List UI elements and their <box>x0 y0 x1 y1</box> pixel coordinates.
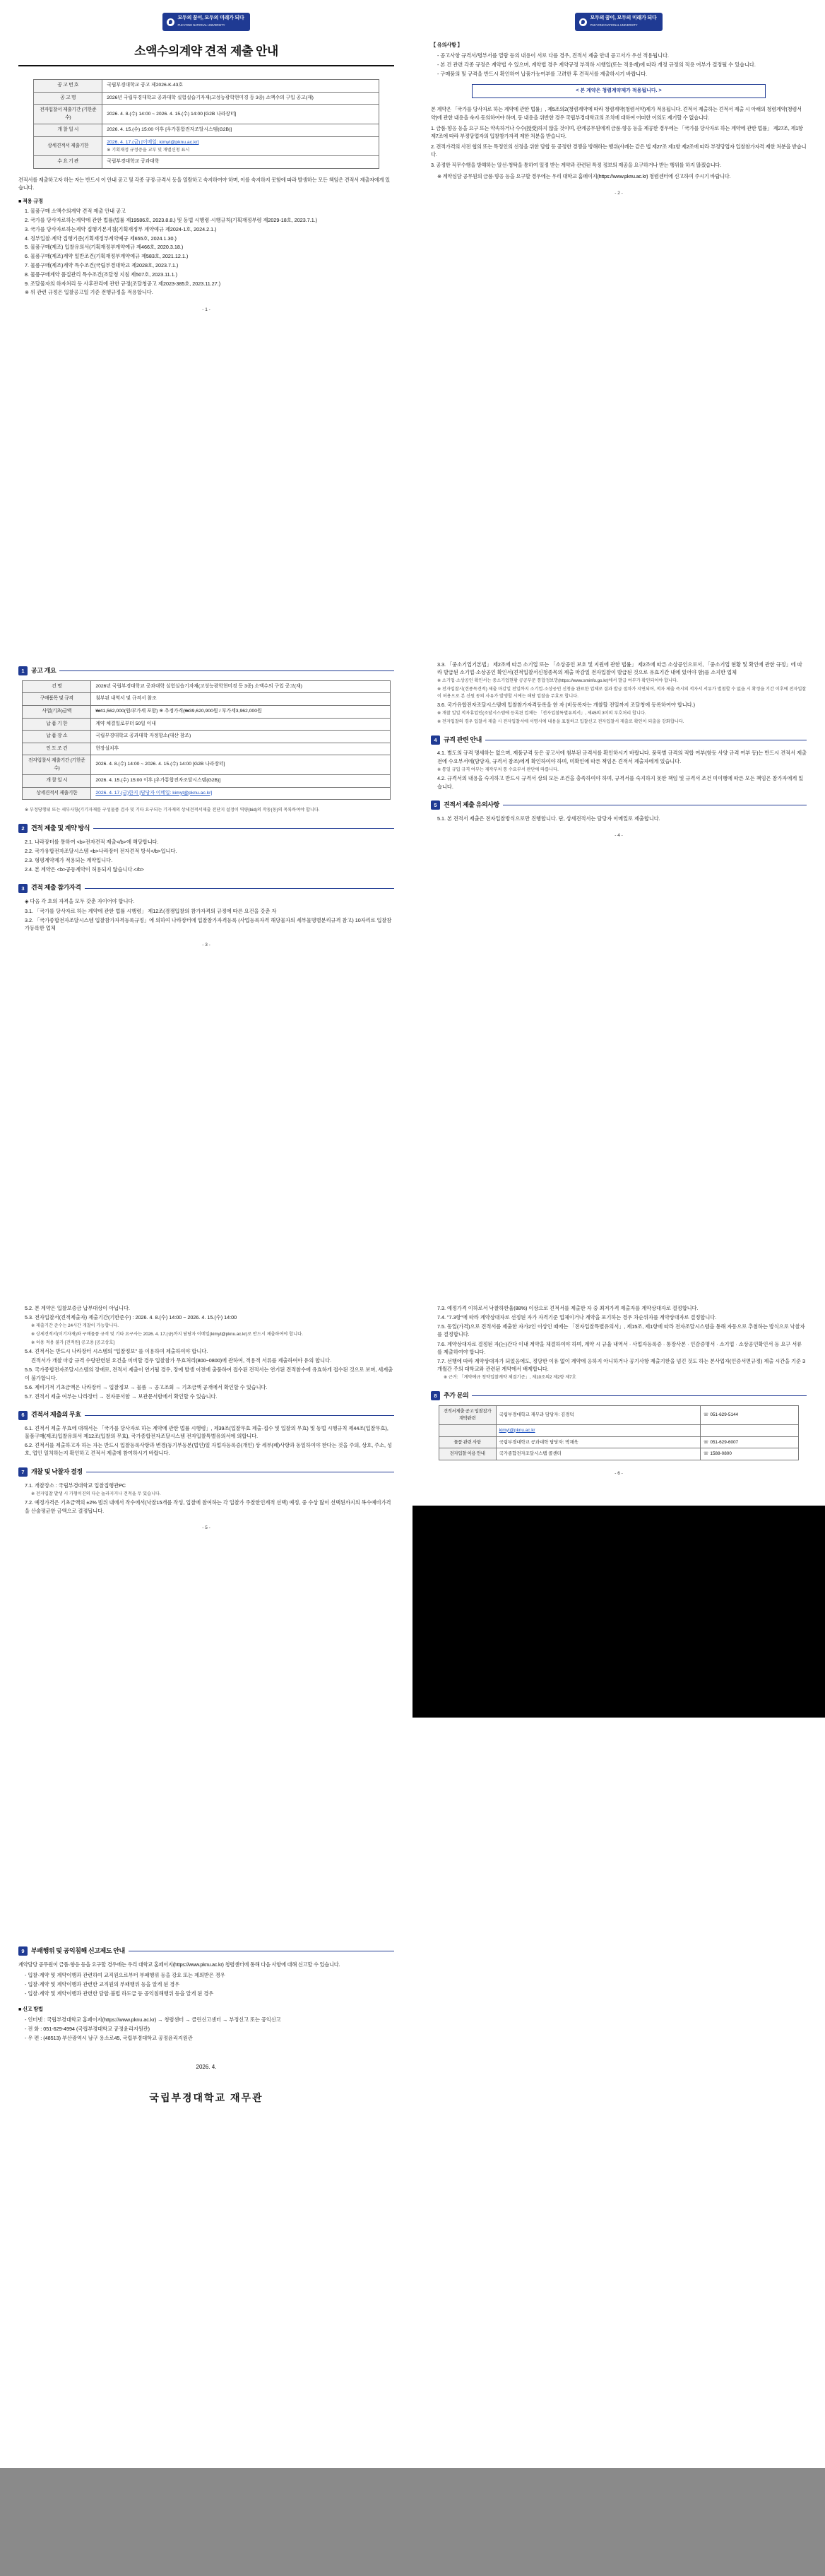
notice-summary-table <box>33 79 379 168</box>
section-number: 1 <box>18 666 28 675</box>
row-value: 2026년 국립부경대학교 공과대학 실험실습기자재(고성능광학현미경 등 3종) 소액수의 구입 공고(재) <box>91 680 390 693</box>
section-number: 7 <box>18 1467 28 1477</box>
section-title: 규격 관련 안내 <box>444 735 482 743</box>
eligibility-item: 3.6. 국가유합전자조달시스템에 입찰참가자격등록을 한 자 (비등록자는 개찰할 전일까지 조달청에 등록하여야 합니다.) <box>437 702 696 709</box>
row-value: 2026. 4. 15.(수) 15:00 이후 [우가통합전자조달시스템(G2B)] <box>102 124 379 137</box>
award-note: ※ 전자입찰 발생 시 가형이진의 다순 놀라지거나 견적을 무 있습니다. <box>31 1491 161 1496</box>
row-value: 현장설치후 <box>91 743 390 755</box>
row-label: 개 찰 일 시 <box>23 775 91 788</box>
spec-item: 4.1. 별도의 규격 명세하는 없으며, 제품규격 등은 공고서에 첨부된 규격서를 확인하시기 바랍니다. 품목별 규격의 적합 여부(항등 사양 규격 여부 등)는 반드시 견적서 제출 전에 수요부서에(담당자, 규격서 참조)에게 확인하여야 하며, 미확인에 따른 책임은 견적서 제출자에게 있습니다. <box>437 750 807 764</box>
report-method-item: - 우 편 : (48513) 부산광역시 남구 용소로45, 국립부경대학교 공정윤리지원관 <box>25 2035 193 2042</box>
report-method-item: - 인터넷 : 국립부경대학교 홈페이지(https://www.pknu.ac.kr) → 청렴센터 → 클린신고센터 → 부정신고 또는 공익신고 <box>25 2016 281 2023</box>
integrity-item: 3. 공정한 직무수행을 방해하는 알선·청탁을 통하여 일정 받는 계약과 관련된 특정 정보의 제공을 요구하거나 받는 행위를 하지 않겠습니다. <box>431 162 722 169</box>
caution-heading: 【 유의사항 】 <box>431 42 463 48</box>
method-item: 2.3. 형평계약제가 적용되는 계약입니다. <box>25 857 113 864</box>
contact-table <box>439 1405 800 1461</box>
method-item: 2.4. 본 계약은 <b>공동계약이 허용되지 않습니다.</b> <box>25 866 144 873</box>
whistleblower-item: - 입찰·계약 및 계약이행과 관련한 담합·불법 하도급 등 공익침해행위 등을 알게 된 경우 <box>25 1990 214 1997</box>
row-label: 전자입찰서 제출기간 (기한준수) <box>23 755 91 775</box>
integrity-contract-banner: < 본 계약은 청렴계약제가 적용됩니다. > <box>472 84 766 99</box>
page-number: - 1 - <box>202 307 210 313</box>
section-number: 3 <box>18 884 28 893</box>
contact-label: 견적서제출 공고 입찰참가 계약관련 <box>439 1405 496 1424</box>
submission-item: 5.7. 견적서 제출 여부는 나라장터 → 전자문서함 → 보관문서함에서 확인할 수 있습니다. <box>25 1393 218 1400</box>
row-label: 상세견적서 제출기한 <box>34 137 102 156</box>
spec-note: ※ 통일 규입 규격 여부는 제작부처 통 수요부서 판단에 따릅니다. <box>437 767 559 772</box>
logo-mark-icon <box>167 18 174 26</box>
section-title: 개찰 및 낙찰자 결정 <box>31 1467 83 1475</box>
section-title: 견적 제출 참가자격 <box>31 884 81 892</box>
legal-item: ※ 위 관련 규정은 입찰공고일 기준 전행규정을 적용합니다. <box>25 289 153 296</box>
row-value: 국립부경대학교 공과대학 <box>102 156 379 169</box>
table-row <box>439 1448 799 1460</box>
sheet-7 <box>0 1931 412 2468</box>
row-value: ₩41,562,000(원/부가세 포함) ※ 추정가격(₩39,620,900원 / 부가세3,962,000원 <box>91 706 390 719</box>
legal-item: 8. 물품구매계약 품질관리 특수조건(조달청 지침 제507호, 2023.11.1.) <box>25 271 177 278</box>
table-row <box>23 718 390 731</box>
row-label: 개 찰 일 시 <box>34 124 102 137</box>
scan-artifact-block <box>412 1506 825 1718</box>
row-value: 국립부경대학교 공고 제2026-K-43호 <box>102 80 379 93</box>
submission-item: 5.6. 제비기적 기초금액은 나라장터 → 입찰정보 → 물품 → 공고조회 → 기초금액 공개에서 확인할 수 있습니다. <box>25 1383 268 1390</box>
row-label: 공 고 명 <box>34 92 102 105</box>
contact-phone: ☏ 051-629-6007 <box>700 1436 799 1448</box>
table-row <box>23 680 390 693</box>
contact-label <box>439 1424 496 1436</box>
whistleblower-intro: 계약담당 공무원이 금품·향응 등을 요구할 경우에는 우리 대학교 홈페이지(https://www.pknu.ac.kr) 청렴센터에 통해 다음 사항에 대해 신고할 수 있습니다. <box>18 1961 340 1968</box>
sheet-3 <box>0 644 412 1287</box>
row-label: 전자입찰서 제출기간 (기한준수) <box>34 105 102 124</box>
section-title: 공고 개요 <box>31 667 57 674</box>
row-label: 인 도 조 건 <box>23 743 91 755</box>
legal-item: 7. 물품구매(제조)계약 특수조건(국립부경대학교 제2028호, 2023.7.1.) <box>25 261 179 268</box>
logo-title: 모두의 꿈이, 모두의 미래가 되다 <box>590 16 657 20</box>
eligibility-note: ※ 전자입찰의 경우 입찰서 제출 시 전자입찰서에 서명시에 내용을 표절하고 입찰신고 전자입찰서 제출로 확인이 되출을 강화합니다. <box>437 719 684 724</box>
section-rule <box>59 670 394 671</box>
logo-subtitle: PUKYONG NATIONAL UNIVERSITY <box>590 23 638 28</box>
contact-dept: 국가종합전자조달시스템 콜센터 <box>496 1448 700 1460</box>
row-value: 2026. 4. 8.(수) 14:00 ~ 2026. 4. 15.(수) 14:00 [G2B 나라장터] <box>102 105 379 124</box>
row-value: 국립부경대학교 공과대학 자정항소(대산 참조) <box>91 731 390 743</box>
row-value: 계약 체결일로부터 50일 이내 <box>91 718 390 731</box>
row-label: 공 고 번 호 <box>34 80 102 93</box>
contact-phone: ☏ 1588-0800 <box>700 1448 799 1460</box>
report-method-heading: ■ 신고 방법 <box>18 2005 43 2012</box>
section-title: 견적서 제출의 무효 <box>31 1411 81 1419</box>
row-label: 건 명 <box>23 680 91 693</box>
table-row <box>439 1405 799 1424</box>
sheet-4 <box>412 644 825 1287</box>
legal-item: 3. 국가를 당사자로하는계약 집행기본지침(기획재정부 계약예규 제2024-1호, 2024.2.1.) <box>25 225 217 232</box>
row-label: 상세견적서 제출기한 <box>23 787 91 800</box>
table-note: ※ 기획재정 규정증을 교부 및 개별신청 표시 <box>107 147 190 153</box>
eligibility-note: ※ 소기업·소상공인 확인서는 중소기업현황 공공부문 통합정보망(https://www.sminfo.go.kr)에서 발급 여부가 확인되어야 합니다. <box>437 678 678 684</box>
section-number: 2 <box>18 824 28 833</box>
caution-item: - 본 건 관련 각종 규정은 계약법 수 있으며, 계약법 경우 계약규정 부적하 시행일(또는 적용례)에 따라 개정 규정의 적용 여부가 결정될 수 있습니다. <box>437 61 756 69</box>
submission-item: 견적서가 개찰 마감 규격 수량관련된 요건을 미비할 경우 입찰참가 무효처리(800~0800)에 관하여, 적용적 서류를 제출하여야 유의 합니다. <box>31 1357 332 1364</box>
section-header-submission-method <box>18 824 394 834</box>
sheet-6 <box>412 1287 825 1931</box>
row-value: 첨부된 내역서 및 규격서 참조 <box>91 693 390 706</box>
table-row <box>23 693 390 706</box>
table-row <box>23 731 390 743</box>
submission-note: ※ 허용 적용 불가 [견적원] 공고용 [공고상호] <box>31 1340 115 1345</box>
section-rule <box>472 1395 807 1396</box>
section-number: 9 <box>18 1946 28 1956</box>
contact-phone: ☏ 051-629-5144 <box>700 1405 799 1424</box>
invalid-item: 6.2. 견적서를 제출하고자 하는 자는 반드시 입찰등록사항과 변경(등기부등본(법인)일 자업자등록증(개인) 상 세부(폐)사항과 동일하여야 한다는 것을 주의, 상호, 주소, 성호, 업인 일치하는지 확인하고 견적서 제출에 참여하시기 바랍니다. <box>25 1442 392 1457</box>
section-rule <box>85 1415 394 1416</box>
table-row <box>439 1424 799 1436</box>
legal-item: 2. 국가를 당사자로하는계약에 관한 법률(법률 제19586호, 2023.8.8.) 및 동법 시행령·시행규칙(기획재정부령 제2029-18호, 2023.7.1.) <box>25 216 318 223</box>
university-logo <box>162 13 249 31</box>
contact-label: 전자입찰 이용 안내 <box>439 1448 496 1460</box>
whistleblower-item: - 입찰·계약 및 계약이행과 관련하여 교직원으로부터 부패행위 등을 강요 또는 제의받은 경우 <box>25 1972 225 1979</box>
eligibility-item: ◈ 다음 각 호의 자격을 모두 갖춘 자이어야 합니다. <box>25 898 135 905</box>
caution-item: - 구매품의 및 규격을 반드시 확인하여 납품가능여부를 고려한 후 견적서를 제출하시기 바랍니다. <box>437 71 648 78</box>
row-value: 2026. 4. 8.(수) 14:00 ~ 2026. 4. 15.(수) 14:00 [G2B 나라장터] <box>91 755 390 775</box>
section-title: 견적서 제출 유의사항 <box>444 800 499 808</box>
award-item: 7.1. 개찰장소 : 국립부경대학교 입찰집행관PC <box>25 1482 126 1489</box>
row-label: 사업(기초)금액 <box>23 706 91 719</box>
table-row <box>34 156 379 169</box>
award-item: 7.6. 계약상대자로 결정된 자(는)간다 이내 계약을 체결하여야 하며, 계약 시 규율 내역서 · 사업자등록증 · 통장사본 · 인감증명서 · 소기업 · 소상공인확인서 등 요구 서류를 제출하여야 합니다. <box>437 1340 802 1355</box>
sheet-2 <box>412 0 825 644</box>
spec-item: 4.2. 규격서의 내용을 숙지하고 반드시 규격서 상의 모든 조건을 충족하여야 하며, 규격서를 숙지하지 못한 책임 및 규격서 조건 미이행에 따른 모든 책임은 참가자에게 있습니다. <box>437 775 804 790</box>
section-title: 부패행위 및 공익침해 신고제도 안내 <box>31 1947 125 1954</box>
section-number: 8 <box>431 1391 440 1400</box>
logo-subtitle: PUKYONG NATIONAL UNIVERSITY <box>177 23 225 28</box>
submission-note: ※ 제출기간 준수는 24시간 개찰이 가능합니다. <box>31 1323 119 1329</box>
integrity-item: 1. 금품·향응 등을 요구 또는 약속하거나 수수(授受)하지 않을 것이며, 관계공무원에게 금품·향응 등을 제공한 경우에는 「국가를 당사자로 하는 계약에 관한 법률」 제27조, 제1항 제7조에 따라 부정당업자의 입찰참가자격 제한 처분을 받습니다. <box>431 124 803 139</box>
email-link[interactable]: kimyt@pknu.ac.kr <box>499 1427 535 1433</box>
email-link[interactable]: 2026. 4. 17.(금)한지 [담당자 이메일: kimyt@pknu.ac.kr] <box>95 790 213 796</box>
section-header-award <box>18 1467 394 1477</box>
legal-heading: ■ 적용 규정 <box>18 197 43 204</box>
contact-dept: 국립부경대학교 공과대학 담당자: 박채욱 <box>496 1436 700 1448</box>
table-row <box>34 80 379 93</box>
contact-email[interactable] <box>496 1424 700 1436</box>
legal-item: 6. 물품구매(제조)계약 일반조건(기획재정부계약예규 제583호, 2021.12.1.) <box>25 253 189 260</box>
submission-item: 5.4. 견적서는 반드시 나라장터 시스템의 "입찰정보" 를 이용하여 제출하여야 합니다. <box>25 1348 208 1355</box>
intro-paragraph: 견적서를 제출하고자 하는 자는 반드시 이 안내 공고 및 각종 규정·규격서 등을 열람하고 숙지하여야 하며, 이를 숙지하지 못함에 따라 발생하는 모든 책임은 견적서 제출자에게 있습니다. <box>18 176 390 191</box>
row-label: 납 품 장 소 <box>23 731 91 743</box>
submission-note: ※ 상세견적서(이기자재)와 구매물품 규격 및 기타 요구사는 2026. 4. 17.(금)까지 담당자 이메일(kimyt@pknu.ac.kr)로 반드시 제출하여야 합니다. <box>31 1331 303 1337</box>
section-number: 4 <box>431 735 440 745</box>
award-item: 7.4. "7.3항"에 따라 계약상대자로 선정된 자가 자격기준 업체이거나 계약을 포기하는 경우 차순위자를 계약상대자로 결정합니다. <box>437 1314 717 1321</box>
legal-item: 9. 조달물자의 하자처리 등 사후관리에 관한 규정(조달청공고 제2023-385호, 2023.11.27.) <box>25 280 221 287</box>
table-row <box>34 92 379 105</box>
row-value: 2026. 4. 15.(수) 15:00 이후 [우가통합전자조달시스템(G2B)] <box>91 775 390 788</box>
eligibility-item: 3.1. 「국가를 당사자로 하는 계약에 관한 법률 시행령」 제12조(경쟁입찰의 참가자격의 규정에 따른 요건을 갖춘 자 <box>25 907 277 914</box>
section-header-invalid <box>18 1410 394 1420</box>
section-header-contact <box>431 1391 807 1401</box>
contact-label: 물품 관련 사항 <box>439 1436 496 1448</box>
section-rule <box>93 828 394 829</box>
email-link[interactable]: 2026. 4. 17.(금) [이메일: kimyt@pknu.ac.kr] <box>107 140 199 145</box>
row-value: 2026년 국립부경대학교 공과대학 실험실습기자재(고성능광학현미경 등 3종) 소액수의 구입 공고(재) <box>102 92 379 105</box>
section-header-whistleblower <box>18 1946 394 1956</box>
page-number: - 3 - <box>202 942 210 947</box>
award-item: 7.5. 동일(가격)으로 견적서를 제출한 자가2인 이상인 때에는 「전자입찰특별유의서」, 제15조, 제1항에 따라 전자조달시스템을 통해 자동으로 추첨하는 방식으로 낙찰자를 결정합니다. <box>437 1323 805 1338</box>
award-item: 7.3. 예정가격 이하로서 낙찰하한율(88%) 이상으로 견적서를 제출한 자 중 최저가격 제출자를 계약상대자로 결정합니다. <box>437 1305 699 1311</box>
method-item: 2.1. 나라장터를 통하여 <b>전자견적 제출</b>에 해당합니다. <box>25 838 159 845</box>
table-row <box>23 706 390 719</box>
section-number: 5 <box>431 800 440 810</box>
section-header-submission-caution <box>431 800 807 810</box>
table-row <box>34 137 379 156</box>
table-note: ※ 부정당행위 또는 세부사항(기기자재를 구성물품 검사 및 기타 요구되는 기자재의 상세견적서제출 전단지 설정이 역량(bid)의 작동(동)의 목록하여야 합니다. <box>25 808 320 813</box>
eligibility-item: 3.3. 「중소기업기본법」 제2조에 따른 소기업 또는 「소상공인 보호 및 지원에 관한 법률」 제2조에 따른 소상공인으로서, 「중소기업 현황 및 확인에 관한 규정」에 따라 발급된 소기업·소상공인 확인서(견적입찰서신청종목의 제출 마감일 전자입찰이 발급된 것으로 유효기간 내에 있어야 함)를 소지한 업체 <box>437 661 802 676</box>
page-number: - 5 - <box>202 1525 210 1530</box>
sheet-5 <box>0 1287 412 1931</box>
section-header-spec <box>431 735 807 745</box>
row-value <box>102 137 379 156</box>
eligibility-item: 3.2. 「국가종합전자조달시스템 입찰참가자격등록규정」에 의하여 나라장터에 입찰참가자격등록 (사업등록자격 해당물자의 세부물명별분리규격 참고) 10자리로 입찰참가등록한 업체 <box>25 916 392 931</box>
page-title: 소액수의계약 견적 제출 안내 <box>18 42 394 66</box>
page-number: - 6 - <box>615 1471 623 1477</box>
caution-item: 5.1. 본 견적서 제출은 전자입찰방식으로만 진행합니다. 단, 상세견적서는 담당자 이메일로 제출합니다. <box>437 815 660 822</box>
section-number: 6 <box>18 1411 28 1420</box>
sheet-8-blank <box>412 1931 825 2468</box>
whistleblower-item: - 입찰·계약 및 계약이행과 관련한 교직원의 부패행위 등을 알게 된 경우 <box>25 1981 180 1988</box>
submission-item: 5.5. 국가종합전자조달시스템의 장애로, 견적서 제출이 연기될 경우, 장애 발생 이전에 출품하여 접수된 견적서는 연기된 견적참수에 유효하게 접수된 것으로 보며, 세계출이 불가합니다. <box>25 1366 393 1381</box>
contact-dept: 국립부경대학교 재무과 담당자: 김경덕 <box>496 1405 700 1424</box>
report-method-item: - 전 화 : 051-629-4994 (국립부경대학교 공정윤리지원관) <box>25 2025 150 2032</box>
method-item: 2.2. 국가유합전자조달시스템 <b>나라장터 전자견적 방식</b>입니다. <box>25 847 177 854</box>
table-row <box>23 743 390 755</box>
logo-mark-icon <box>579 18 587 26</box>
issue-date: 2026. 4. <box>196 2064 217 2071</box>
page-number: - 4 - <box>615 832 623 838</box>
table-row <box>34 105 379 124</box>
submission-item: 5.3. 전자입찰서(견적제출자) 제출기간(기한준수) : 2026. 4. 8.(수) 14:00 ~ 2026. 4. 15.(수) 14:00 <box>25 1314 237 1321</box>
eligibility-note: ※ 개찰 일일 적자휴업인(조달시스템에 등록된 업체는 「전자입찰특별유의서」, 제45의 3이의 부호처리 합니다. <box>437 711 646 716</box>
page-header <box>18 13 394 31</box>
award-item: 7.7. 선행에 따라 계약상대자가 되었음에도, 정당한 이유 없이 계약에 응하지 아니하거나 공기사항 제출기한을 넘긴 것도 하는 본사업자(인증서면규정) 제출 시간을 기준 3개월간 주의 대학교와 관련된 계약에서 배제합니다. <box>437 1357 805 1373</box>
table-row <box>34 124 379 137</box>
section-header-eligibility <box>18 883 394 893</box>
table-row <box>439 1436 799 1448</box>
page-number: - 2 - <box>615 190 623 196</box>
row-label: 수 요 기 관 <box>34 156 102 169</box>
row-label: 납 품 기 한 <box>23 718 91 731</box>
table-row <box>23 755 390 775</box>
integrity-note: ※ 계약심담 공무원의 금품·향응 등을 요구할 경우에는 우리 대학교 홈페이지(https://www.pknu.ac.kr) 청렴센터에 신고하여 주시기 바랍니다. <box>437 172 731 179</box>
submission-item: 5.2. 본 계약은 입찰보증금 납부대상이 아닙니다. <box>25 1305 130 1311</box>
integrity-paragraph: 본 계약은 「국가를 당사자로 하는 계약에 관한 법률」, 제5조의2(청렴계약에 따라 청렴계약(청렴서약)제가 적용됩니다. 견적서 제출하는 견적서 제출 시 아래의 청렴계약(청렴서약)에 관한 내용을 숙지·동의하여야 하며, 동 내용을 위반한 경우 국립부경대학교의 조치에 대하여 어떠한 이의도 제기할 수 없습니다. <box>431 106 802 121</box>
integrity-item: 2. 견적가격의 사전 협의 또는 특정인의 선정을 위한 담합 등 공정한 경쟁을 방해하는 행위(사례는 같은 법 제27조 제1항 제2조에 따라 부정당업자 입찰참가자격 제한 처분을 받습니다. <box>431 143 807 158</box>
sheet-1 <box>0 0 412 644</box>
eligibility-note: ※ 전자입찰시(견종목견적) 제출 마감일 전일까지 소기업·소상공인 신청을 완료한 업체로 결과 발급 절차가 지연되어, 적자 제출 즉시의 적자서 서류가 별첨할 수 없을 시 확정을 기간 이후에 전자입찰이 허용으로 본 신원 동의 사유가 발생할 시에는 해당 업찰을 무효로 합니다. <box>437 686 807 699</box>
issuer-title: 국립부경대학교 재무관 <box>149 2091 263 2103</box>
section-rule <box>85 888 394 889</box>
page-header <box>431 13 807 31</box>
university-logo <box>575 13 662 31</box>
award-item: 7.2. 예정가격은 기초금액의 ±2% 범위 내에서 작수에서(낙찰15개를 작성, 입찰에 참여하는 각 입찰가 주찰한인계적 선택) 예정, 중 수상 많이 선택된까지의 복수예비가격을 산술평균한 금액으로 결정됩니다. <box>25 1499 391 1514</box>
row-label: 구매품목 및 규격 <box>23 693 91 706</box>
logo-title: 모두의 꿈이, 모두의 미래가 되다 <box>177 16 244 20</box>
caution-item: - 공고사항 규격서/명부서를 열람 등의 내용이 서로 다를 경우, 견적서 제출 안내 공고서가 우선 적용됩니다. <box>437 52 669 59</box>
legal-item: 4. 정부입찰·계약 집행기준(기획재정부계약예규 제655호, 2024.1.30.) <box>25 235 177 242</box>
section-header-notice-overview <box>18 666 394 676</box>
legal-item: 5. 물품구매(제조) 입찰유의서(기획재정부계약예규 제466호, 2020.3.18.) <box>25 244 184 251</box>
notice-detail-table <box>22 680 390 800</box>
legal-item: 1. 물품구매 소액수의계약 견적 제출 안내 공고 <box>25 208 126 215</box>
row-value <box>91 787 390 800</box>
section-title: 견적 제출 및 계약 방식 <box>31 824 90 832</box>
award-note: ※ 근거: 「계약예규 청약입찰계약 체결기준」, 제10조의2 제2항 제7호 <box>444 1375 576 1381</box>
table-row <box>23 787 390 800</box>
contact-phone-empty <box>700 1424 799 1436</box>
invalid-item: 6.1. 견적서 제출 무효에 대해서는 「국가를 당사자로 하는 계약에 관한 법률 시행령」, 제39조(입찰무효 제출·접수 및 입찰의 무효) 및 동법 시행규칙 제44조(입찰무효), 물품구매(제조)입찰유의서 제12조(입찰의 무효), 국가종합전자조달시스템 전자입찰특별유의서에 의합니다. <box>25 1425 388 1440</box>
section-title: 추가 문의 <box>444 1391 469 1399</box>
table-row <box>23 775 390 788</box>
